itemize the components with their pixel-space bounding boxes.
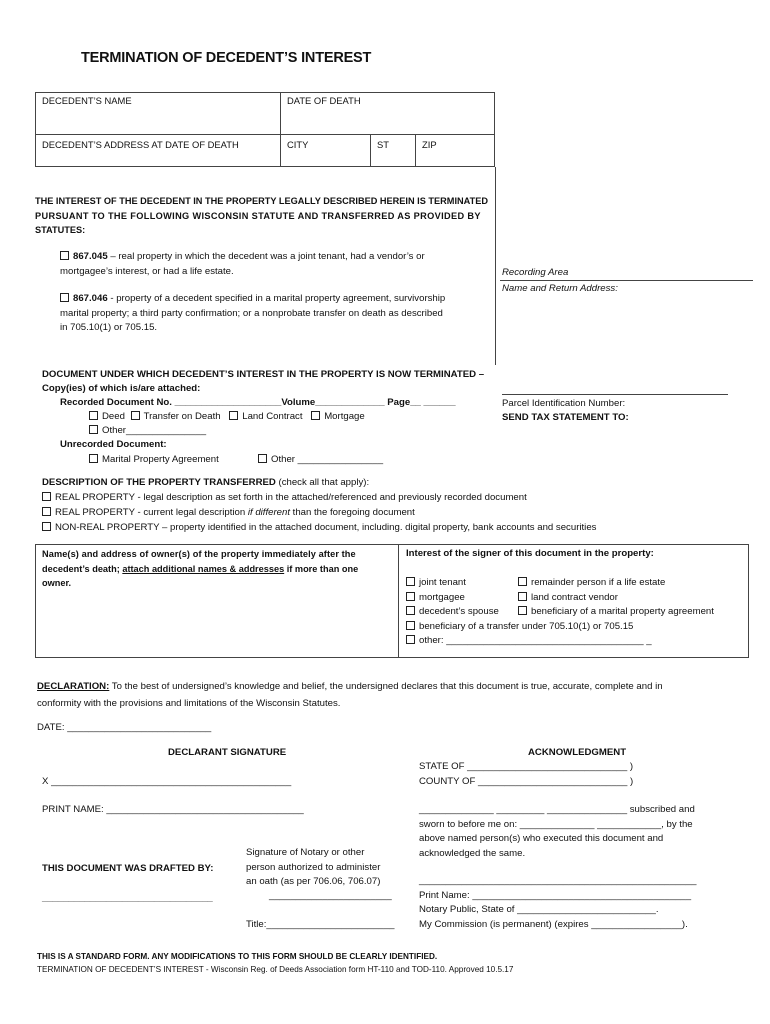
real-property-option-1[interactable]: REAL PROPERTY - legal description as set forth in the attached/referenced and previously recorded document (42, 491, 527, 506)
notary-signature-label: Signature of Notary or other person authorized to administer an oath (as per 706.06, 706.07) (246, 847, 381, 887)
real-property-option-2[interactable]: REAL PROPERTY - current legal description if different than the foregoing document (42, 506, 415, 521)
date-field[interactable]: DATE: ___________________________ (37, 722, 212, 733)
city-field[interactable]: CITY (287, 139, 309, 150)
recorded-document-line[interactable]: Recorded Document No. ____________________Volume_____________ Page__ ______ (60, 397, 456, 408)
document-heading: DOCUMENT UNDER WHICH DECEDENT’S INTEREST IN THE PROPERTY IS NOW TERMINATED – (42, 369, 485, 380)
land-vendor-option[interactable]: land contract vendor (518, 592, 618, 603)
date-of-death-field[interactable]: DATE OF DEATH (287, 95, 361, 106)
acknowledgment-block (419, 760, 633, 789)
notary-print-name[interactable]: Print Name: _________________________________________ (419, 889, 692, 901)
page-title: TERMINATION OF DECEDENT’S INTEREST (81, 50, 372, 66)
marital-agreement-option[interactable]: Marital Property Agreement (89, 453, 219, 468)
beneficiary-mpa-option[interactable]: beneficiary of a marital property agreement (518, 606, 714, 617)
interest-statement: THE INTEREST OF THE DECEDENT IN THE PROPERTY LEGALLY DESCRIBED HEREIN IS TERMINATED PURSUANT TO THE FOLLOWING WISCONSIN STATUTE AND TRANSFERRED AS PROVIDED BY STATUTES: (35, 196, 488, 235)
owners-box-label[interactable]: Name(s) and address of owner(s) of the property immediately after the decedent’s death; attach additional names & addresses if more than one owner. (42, 549, 359, 588)
acknowledgment-signature (419, 874, 696, 932)
document-subheading: Copy(ies) of which is/are attached: (42, 383, 201, 394)
recording-area-label: Recording Area (502, 267, 569, 278)
acknowledgment-text: ______________ _________ _______________ subscribed and sworn to before me on: ______________ ____________, by the above named person(s) who executed this document and acknowledged the same. (419, 804, 695, 859)
notary-sig-line[interactable]: ____________________________________________________ (419, 875, 697, 886)
footer-form-id: TERMINATION OF DECEDENT’S INTEREST - Wisconsin Reg. of Deeds Association form HT-110 and TOD-110. Approved 10.5.17 (37, 965, 514, 974)
print-name-field[interactable]: PRINT NAME: _____________________________________ (42, 804, 304, 815)
checkbox-icon[interactable] (60, 293, 69, 302)
mortgage-option[interactable]: Mortgage (311, 411, 365, 422)
other-unrecorded-option[interactable]: Other ________________ (258, 453, 383, 468)
state-field[interactable]: ST (377, 139, 389, 150)
beneficiary-transfer-option[interactable]: beneficiary of a transfer under 705.10(1) or 705.15 (406, 621, 633, 632)
remainder-option[interactable]: remainder person if a life estate (518, 577, 665, 588)
declarant-signature-heading: DECLARANT SIGNATURE (168, 747, 287, 758)
description-heading: DESCRIPTION OF THE PROPERTY TRANSFERRED (check all that apply): (42, 477, 370, 488)
footer-notice: THIS IS A STANDARD FORM. ANY MODIFICATIONS TO THIS FORM SHOULD BE CLEARLY IDENTIFIED. (37, 952, 438, 961)
sworn-line[interactable]: sworn to before me on: ______________ ____________, by the (419, 818, 693, 830)
mortgagee-option[interactable]: mortgagee (406, 592, 465, 603)
joint-tenant-option[interactable]: joint tenant (406, 577, 466, 588)
acknowledgment-heading: ACKNOWLEDGMENT (528, 747, 627, 758)
statute-option-867-045[interactable]: 867.045 – real property in which the decedent was a joint tenant, had a vendor’s or mortgagee’s interest, or had a life estate. (60, 251, 425, 277)
signer-interest-heading: Interest of the signer of this document in the property: (406, 548, 654, 559)
drafted-by-line[interactable]: ________________________________ (42, 893, 213, 904)
notary-public-state[interactable]: Notary Public, State of __________________________. (419, 904, 659, 915)
zip-field[interactable]: ZIP (422, 139, 437, 150)
decedent-name-field[interactable]: DECEDENT’S NAME (42, 95, 132, 106)
checkbox-icon[interactable] (60, 251, 69, 260)
land-contract-option[interactable]: Land Contract (229, 411, 302, 422)
name-return-address-label: Name and Return Address: (502, 283, 618, 294)
decedent-address-field[interactable]: DECEDENT’S ADDRESS AT DATE OF DEATH (42, 139, 239, 150)
tod-option[interactable]: Transfer on Death (131, 411, 221, 422)
parcel-id-label: Parcel Identification Number: (502, 398, 626, 409)
spouse-option[interactable]: decedent’s spouse (406, 606, 499, 617)
declaration: DECLARATION: To the best of undersigned’s knowledge and belief, the undersigned declares that this document is true, accurate, complete and in conformity with the provisions and limitations of the Wisconsin Statutes. (37, 681, 663, 709)
statute-option-867-046[interactable]: 867.046 - property of a decedent specified in a marital property agreement, survivorship marital property; a third party confirmation; or a nonprobate transfer on death as described in 705.10(1) or 705.15. (60, 293, 446, 333)
notary-signature-line[interactable]: _______________________ (269, 890, 392, 901)
title-field[interactable]: Title:________________________ (246, 919, 395, 930)
unrecorded-document-label: Unrecorded Document: (60, 439, 167, 450)
subscribed-line[interactable]: ______________ _________ _______________ subscribed and (419, 804, 695, 815)
send-tax-statement-label: SEND TAX STATEMENT TO: (502, 412, 629, 423)
drafted-by-label: THIS DOCUMENT WAS DRAFTED BY: (42, 863, 214, 874)
other-signer-option[interactable]: other: _____________________________________ _ (406, 635, 652, 646)
declarant-signature-line[interactable]: X _____________________________________________ (42, 776, 292, 787)
non-real-property-option[interactable]: NON-REAL PROPERTY – property identified in the attached document, including. digital property, bank accounts and securities (42, 521, 596, 536)
state-of-field[interactable]: STATE OF ______________________________ ) (419, 761, 634, 772)
other-document-option[interactable]: Other_______________ (89, 424, 206, 439)
county-of-field[interactable]: COUNTY OF ____________________________ ) (419, 775, 634, 787)
signer-options-col2 (518, 576, 714, 620)
recorded-type-options (89, 410, 365, 425)
deed-option[interactable]: Deed (89, 411, 125, 422)
commission-line[interactable]: My Commission (is permanent) (expires _________________). (419, 918, 688, 930)
